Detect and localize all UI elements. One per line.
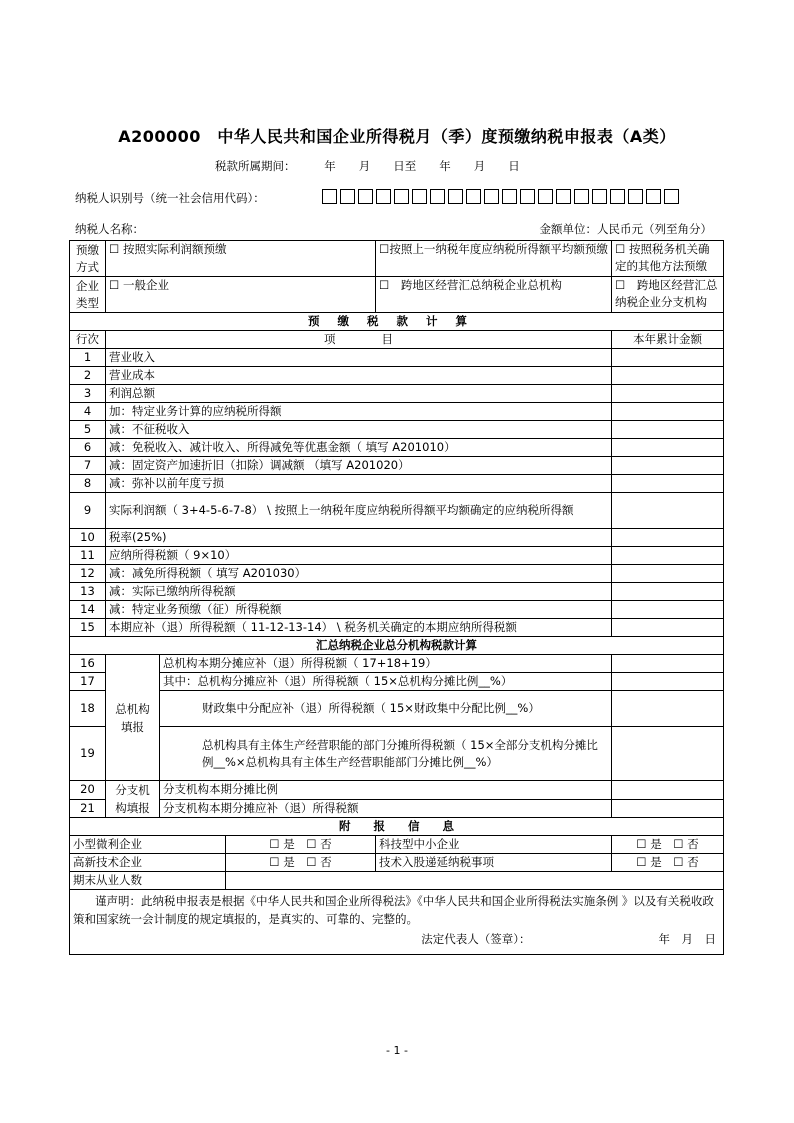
amount-input[interactable] [612, 799, 724, 818]
amount-input[interactable] [612, 781, 724, 800]
table-row: 11 应纳所得税额（ 9×10） [70, 547, 724, 565]
declaration-text: 谨声明：此纳税申报表是根据《中华人民共和国企业所得税法》《中华人民共和国企业所得税法实施条例 》以及有关税收政策和国家统一会计制度的规定填报的，是真实的、可靠的、完整的。 [73, 894, 714, 926]
taxpayer-id-label: 纳税人识别号（统一社会信用代码）： [75, 191, 265, 205]
method-label: 预缴方式 [70, 241, 106, 277]
table-row: 6 减：免税收入、减计收入、所得减免等优惠金额（ 填写 A201010） [70, 439, 724, 457]
col-item: 项 目 [106, 331, 612, 349]
amount-input[interactable] [612, 421, 724, 439]
summary-section-title: 汇总纳税企业总分机构税款计算 [70, 637, 724, 655]
table-row: 3 利润总额 [70, 385, 724, 403]
deferred-tax-yes-no[interactable]: ☐ 是 ☐ 否 [612, 854, 724, 872]
taxpayer-id-input[interactable] [322, 189, 682, 204]
small-micro-yes-no[interactable]: ☐ 是 ☐ 否 [226, 836, 376, 854]
amount-input[interactable] [612, 655, 724, 673]
taxpayer-name-label: 纳税人名称： [75, 222, 144, 236]
amount-input[interactable] [612, 403, 724, 421]
amount-input[interactable] [612, 673, 724, 691]
amount-input[interactable] [612, 547, 724, 565]
method-option-other[interactable]: ☐ 按照税务机关确定的其他方法预缴 [612, 241, 724, 277]
small-micro-label: 小型微利企业 [70, 836, 226, 854]
hightech-label: 高新技术企业 [70, 854, 226, 872]
table-row: 17 其中：总机构分摊应补（退）所得税额（ 15×总机构分摊比例__%） [70, 673, 724, 691]
tech-sme-yes-no[interactable]: ☐ 是 ☐ 否 [612, 836, 724, 854]
type-label: 企业类型 [70, 277, 106, 313]
table-row: 7 减：固定资产加速折旧（扣除）调减额 （填写 A201020） [70, 457, 724, 475]
type-option-branch[interactable]: ☐ 跨地区经营汇总纳税企业分支机构 [612, 277, 724, 313]
amount-input[interactable] [612, 601, 724, 619]
table-row: 14 减：特定业务预缴（征）所得税额 [70, 601, 724, 619]
declaration-table [69, 240, 724, 955]
legal-rep-sign-label: 法定代表人（签章）： [421, 932, 531, 946]
table-row: 1 营业收入 [70, 349, 724, 367]
amount-input[interactable] [612, 385, 724, 403]
table-row: 16 总机构填报 总机构本期分摊应补（退）所得税额（ 17+18+19） [70, 655, 724, 673]
amount-input[interactable] [612, 367, 724, 385]
table-row: 12 减：减免所得税额（ 填写 A201030） [70, 565, 724, 583]
hq-label: 总机构填报 [106, 655, 160, 781]
col-row-no: 行次 [70, 331, 106, 349]
attached-section-title: 附 报 信 息 [70, 818, 724, 836]
hightech-yes-no[interactable]: ☐ 是 ☐ 否 [226, 854, 376, 872]
amount-input[interactable] [612, 691, 724, 727]
amount-input[interactable] [612, 727, 724, 781]
table-row: 10 税率(25%) [70, 529, 724, 547]
type-option-hq[interactable]: ☐ 跨地区经营汇总纳税企业总机构 [376, 277, 612, 313]
amount-input[interactable] [612, 439, 724, 457]
table-row: 2 营业成本 [70, 367, 724, 385]
method-option-prior-year[interactable]: ☐按照上一纳税年度应纳税所得额平均额预缴 [376, 241, 612, 277]
branch-label: 分支机构填报 [106, 781, 160, 818]
amount-input[interactable] [612, 565, 724, 583]
col-amount: 本年累计金额 [612, 331, 724, 349]
table-row: 4 加：特定业务计算的应纳税所得额 [70, 403, 724, 421]
amount-input[interactable] [612, 349, 724, 367]
amount-input[interactable] [612, 619, 724, 637]
tax-period: 税款所属期间： 年 月 日至 年 月 日 [215, 159, 520, 173]
calc-section-title: 预缴税款计算 [70, 313, 724, 331]
employees-label: 期末从业人数 [70, 872, 226, 890]
amount-input[interactable] [612, 529, 724, 547]
amount-input[interactable] [612, 475, 724, 493]
employees-input[interactable] [226, 872, 724, 890]
table-row: 20 分支机构填报 分支机构本期分摊比例 [70, 781, 724, 800]
amount-input[interactable] [612, 493, 724, 529]
amount-input[interactable] [612, 583, 724, 601]
deferred-tax-label: 技术入股递延纳税事项 [376, 854, 612, 872]
table-row: 13 减：实际已缴纳所得税额 [70, 583, 724, 601]
currency-unit-label: 金额单位：人民币元（列至角分） [539, 222, 712, 236]
page-number: - 1 - [386, 1044, 408, 1057]
type-option-general[interactable]: ☐ 一般企业 [106, 277, 376, 313]
tech-sme-label: 科技型中小企业 [376, 836, 612, 854]
table-row: 9 实际利润额（ 3+4-5-6-7-8） \ 按照上一纳税年度应纳税所得额平均额确定的应纳税所得额 [70, 493, 724, 529]
declaration-date: 年 月 日 [658, 932, 717, 946]
form-title: A200000 中华人民共和国企业所得税月（季）度预缴纳税申报表（A类） [118, 127, 676, 146]
table-row: 18 财政集中分配应补（退）所得税额（ 15×财政集中分配比例__%） [70, 691, 724, 727]
table-row: 5 减：不征税收入 [70, 421, 724, 439]
table-row: 21 分支机构本期分摊应补（退）所得税额 [70, 799, 724, 818]
amount-input[interactable] [612, 457, 724, 475]
table-row: 8 减：弥补以前年度亏损 [70, 475, 724, 493]
table-row: 15 本期应补（退）所得税额（ 11-12-13-14） \ 税务机关确定的本期应纳所得税额 [70, 619, 724, 637]
method-option-actual[interactable]: ☐ 按照实际利润额预缴 [106, 241, 376, 277]
table-row: 19 总机构具有主体生产经营职能的部门分摊所得税额（ 15×全部分支机构分摊比例__%×总机构具有主体生产经营职能部门分摊比例__%） [70, 727, 724, 781]
